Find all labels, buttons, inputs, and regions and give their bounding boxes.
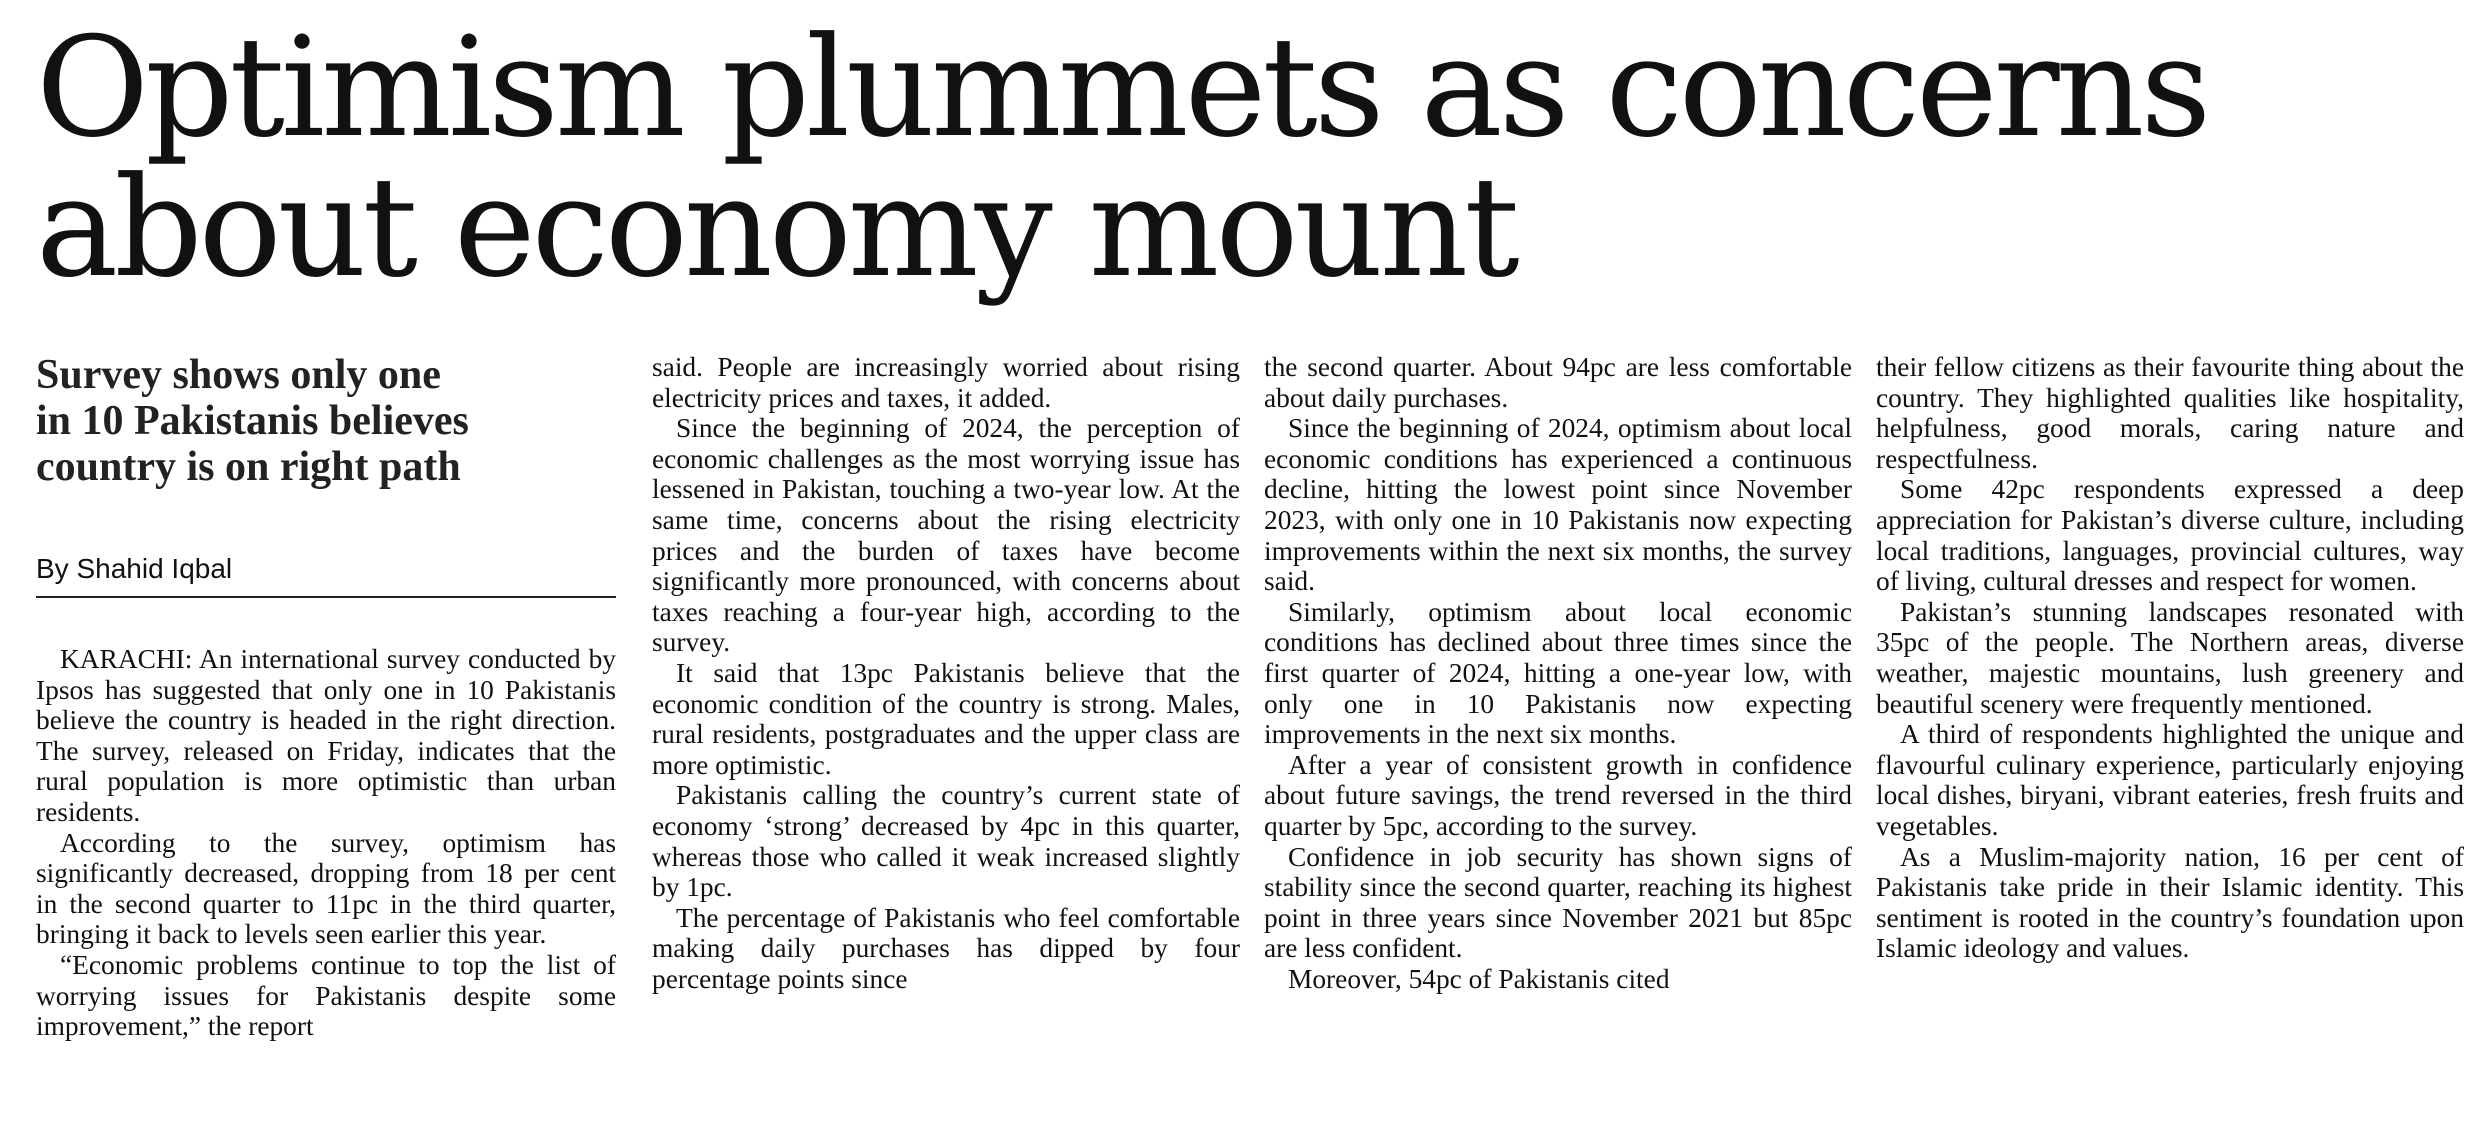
paragraph: Moreover, 54pc of Pakistanis cited — [1288, 963, 1670, 994]
paragraph: Pakistanis calling the country’s current state of economy ‘strong’ decreased by 4pc in this quarter, whereas those who called it weak increased slightly by 1pc. — [652, 780, 1240, 903]
paragraph: Similarly, optimism about local economic conditions has declined about three times since the first quarter of 2024, hitting a one-year low, with only one in 10 Pakistanis now expecting improvements in the next six months. — [1264, 596, 1852, 750]
subheadline-line-2: in 10 Pakistanis believes — [36, 398, 469, 444]
headline — [36, 7, 2436, 308]
subheadline-line-3: country is on right path — [36, 444, 461, 490]
paragraph-continued: their fellow citizens as their favourite thing about the country. They highlighted qualities like hospitality, helpfulness, good morals, caring nature and respectfulness. — [1876, 352, 2464, 474]
paragraph: “Economic problems continue to top the list of worrying issues for Pakistanis despite some improvement,” the report — [36, 949, 616, 1042]
column-1-body — [36, 644, 616, 1042]
article-column-3 — [1264, 352, 1852, 1132]
headline-line-1: Optimism plummets as concerns — [36, 7, 2208, 168]
article-column-4 — [1876, 352, 2464, 1132]
subheadline — [36, 352, 616, 490]
paragraph: According to the survey, optimism has significantly decreased, dropping from 18 per cent in the second quarter to 11pc in the third quarter, bringing it back to levels seen earlier this year. — [36, 827, 616, 950]
paragraph: After a year of consistent growth in confidence about future savings, the trend reversed in the third quarter by 5pc, according to the survey. — [1264, 749, 1852, 841]
paragraph: As a Muslim-majority nation, 16 per cent of Pakistanis take pride in their Islamic identity. This sentiment is rooted in the country’s foundation upon Islamic ideology and values. — [1876, 841, 2464, 964]
paragraph: Some 42pc respondents expressed a deep appreciation for Pakistan’s diverse culture, including local traditions, languages, provincial cultures, way of living, cultural dresses and respect for women. — [1876, 474, 2464, 597]
paragraph: The percentage of Pakistanis who feel comfortable making daily purchases has dipped by four percentage points since — [652, 902, 1240, 994]
paragraph: A third of respondents highlighted the unique and flavourful culinary experience, particularly enjoying local dishes, biryani, vibrant eateries, fresh fruits and vegetables. — [1876, 719, 2464, 841]
paragraph: Confidence in job security has shown signs of stability since the second quarter, reaching its highest point in three years since November 2021 but 85pc are less confident. — [1264, 841, 1852, 964]
paragraph-continued: said. People are increasingly worried about rising electricity prices and taxes, it added. — [652, 352, 1240, 413]
article-column-1 — [36, 352, 616, 1132]
headline-line-2: about economy mount — [36, 147, 1516, 308]
byline: By Shahid Iqbal — [36, 552, 616, 598]
paragraph: Since the beginning of 2024, the perception of economic challenges as the most worrying issue has lessened in Pakistan, touching a two-year low. At the same time, concerns about the rising electricity prices and the burden of taxes have become significantly more pronounced, with concerns about taxes reaching a four-year high, according to the survey. — [652, 413, 1240, 658]
article-column-2 — [652, 352, 1240, 1132]
paragraph: Pakistan’s stunning landscapes resonated with 35pc of the people. The Northern areas, diverse weather, majestic mountains, lush greenery and beautiful scenery were frequently mentioned. — [1876, 596, 2464, 719]
paragraph-continued: the second quarter. About 94pc are less comfortable about daily purchases. — [1264, 352, 1852, 413]
paragraph: KARACHI: An international survey conducted by Ipsos has suggested that only one in 10 Pakistanis believe the country is headed in the right direction. The survey, released on Friday, indicates that the rural population is more optimistic than urban residents. — [36, 644, 616, 827]
paragraph: It said that 13pc Pakistanis believe that the economic condition of the country is strong. Males, rural residents, postgraduates and the upper class are more optimistic. — [652, 657, 1240, 780]
subheadline-line-1: Survey shows only one — [36, 352, 441, 398]
paragraph: Since the beginning of 2024, optimism about local economic conditions has experienced a continuous decline, hitting the lowest point since November 2023, with only one in 10 Pakistanis now expecting improvements within the next six months, the survey said. — [1264, 413, 1852, 597]
